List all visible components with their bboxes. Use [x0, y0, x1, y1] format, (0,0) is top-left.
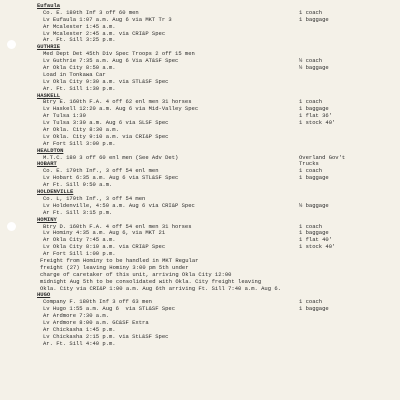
- line-text: Lv Holdenville, 4:50 a.m. Aug 6 via CRI&P Spec: [43, 201, 195, 209]
- station-name: GUTHRIE: [37, 43, 61, 51]
- line-text: Ar Fort Sill 1:00 p.m.: [43, 250, 116, 258]
- line-text: Ar Okla. City 8:30 a.m.: [43, 126, 119, 134]
- schedule-line: [37, 86, 387, 93]
- equipment-note: 1 coach: [299, 8, 323, 16]
- equipment-note: 1 baggage: [299, 105, 329, 113]
- line-text: Lv Chickasha 2:15 p.m. via StL&SF Spec: [43, 332, 169, 340]
- equipment-note: 1 stock 40': [299, 119, 336, 127]
- equipment-note: ½ coach: [299, 57, 323, 65]
- equipment-note: 1 coach: [299, 98, 323, 106]
- line-text: Lv Haskell 12:20 a.m. Aug 6 via Mid-Valley Spec: [43, 105, 199, 113]
- line-text: Ar Ft. Sill 9:50 a.m.: [43, 181, 113, 189]
- line-text: Med Dept Det 45th Div Spec Troops 2 off 15 men: [43, 50, 195, 58]
- station-name: Eufaula: [37, 2, 61, 9]
- line-text: Ar. Ft. Sill 4:40 p.m.: [43, 339, 116, 347]
- equipment-note: 1 baggage: [299, 305, 329, 313]
- schedule-line: [37, 286, 387, 293]
- line-text: Ar Okla City 7:45 a.m.: [43, 236, 116, 244]
- station-name: HUGO: [37, 291, 51, 299]
- schedule-line: [37, 210, 387, 217]
- line-text: Co. E. 179th Inf., 3 off 54 enl men: [43, 167, 159, 175]
- line-text: Ar Tulsa 1:30: [43, 112, 86, 120]
- line-text: freight (27) leaving Hominy 3:00 pm 5th under: [40, 263, 189, 271]
- line-text: Lv Hominy 4:35 a.m. Aug 6, via MKT 21: [43, 229, 166, 237]
- station-name: HOBART: [37, 160, 57, 168]
- schedule-line: [37, 37, 387, 44]
- line-text: Okla. City via CRI&P 1:00 a.m. Aug 6th arriving Ft. Sill 7:40 a.m. Aug 6.: [40, 284, 281, 292]
- equipment-note: 1 coach: [299, 298, 323, 306]
- line-text: Ar Ardmore 7:30 a.m.: [43, 312, 110, 320]
- line-text: Lv Tulsa 3:30 a.m. Aug 6 via SLSF Spec: [43, 119, 169, 127]
- equipment-note: 1 coach: [299, 222, 323, 230]
- equipment-note: ½ baggage: [299, 64, 329, 72]
- line-text: Lv Ardmore 8:00 a.m. GC&SF Extra: [43, 318, 149, 326]
- line-text: M.T.C. 180 3 off 60 enl men (See Adv Det): [43, 153, 179, 161]
- equipment-note: ½ baggage: [299, 201, 329, 209]
- line-text: midnight Aug 5th to be consolidated with Okla. City freight leaving: [40, 277, 262, 285]
- line-text: Load in Tonkawa Car: [43, 70, 106, 78]
- line-text: Lv Okla City 9:30 a.m. via STL&SF Spec: [43, 77, 169, 85]
- line-text: Lv Hobart 6:35 a.m. Aug 6 via STL&SF Spec: [43, 174, 179, 182]
- equipment-note: 1 baggage: [299, 229, 329, 237]
- line-text: Btry E. 160th F.A. 4 off 62 enl men 31 horses: [43, 98, 192, 106]
- line-text: Ar Mcalester 1:45 a.m.: [43, 22, 116, 30]
- equipment-note: 1 baggage: [299, 174, 329, 182]
- equipment-note: 1 stock 40': [299, 243, 336, 251]
- equipment-note: 1 baggage: [299, 15, 329, 23]
- line-text: Co. E. 180th Inf 3 off 60 men: [43, 8, 139, 16]
- line-text: Ar Fort Sill 3:00 p.m.: [43, 139, 116, 147]
- schedule-line: [37, 141, 387, 148]
- equipment-note: 1 flat 40': [299, 236, 333, 244]
- line-text: Lv Okla City 8:10 a.m. via CRI&P Spec: [43, 243, 166, 251]
- line-text: Ar Chickasha 1:45 p.m.: [43, 325, 116, 333]
- line-text: charge of caretaker of this unit, arriving Okla City 12:00: [40, 270, 232, 278]
- line-text: Lv Eufaula 1:07 a.m. Aug 6 via MKT Tr 3: [43, 15, 172, 23]
- equipment-note: Overland Gov't: [299, 153, 346, 161]
- schedule-line: [37, 182, 387, 189]
- line-text: Lv Guthrie 7:35 a.m. Aug 6 Via AT&SF Spec: [43, 57, 179, 65]
- line-text: Ar. Ft. Sill 1:30 p.m.: [43, 84, 116, 92]
- schedule-line: [37, 106, 387, 113]
- equipment-note: 1 coach: [299, 167, 323, 175]
- station-name: HASKELL: [37, 91, 61, 99]
- line-text: Btry D. 160th F.A. 4 off 54 enl men 31 horses: [43, 222, 192, 230]
- schedule-line: [37, 341, 387, 348]
- station-name: HOLDENVILLE: [37, 188, 74, 196]
- line-text: Lv Hugo 1:55 a.m. Aug 6 via STL&SF Spec: [43, 305, 176, 313]
- line-text: Freight from Hominy to be handled in MKT Regular: [40, 256, 199, 264]
- line-text: Lv Okla. City 9:10 a.m. via CRI&P Spec: [43, 132, 169, 140]
- schedule-line: [37, 155, 387, 162]
- station-name: HOMINY: [37, 215, 57, 223]
- line-text: Company F. 180th Inf 3 off 63 men: [43, 298, 152, 306]
- line-text: Lv Mcalester 2:45 a.m. via CRI&P Spec: [43, 29, 166, 37]
- line-text: Ar Okla City 8:50 a.m.: [43, 64, 116, 72]
- equipment-note: Trucks: [299, 160, 319, 168]
- station-name: HEALDTON: [37, 146, 64, 154]
- punch-hole: [7, 40, 16, 49]
- equipment-note: 1 flat 36': [299, 112, 333, 120]
- line-text: Ar. Ft. Sill 3:25 p.m.: [43, 36, 116, 44]
- punch-hole: [7, 222, 16, 231]
- line-text: Ar Ft. Sill 3:15 p.m.: [43, 208, 113, 216]
- line-text: Co. L, 179th Inf., 3 off 54 men: [43, 194, 146, 202]
- movement-schedule: [37, 3, 387, 348]
